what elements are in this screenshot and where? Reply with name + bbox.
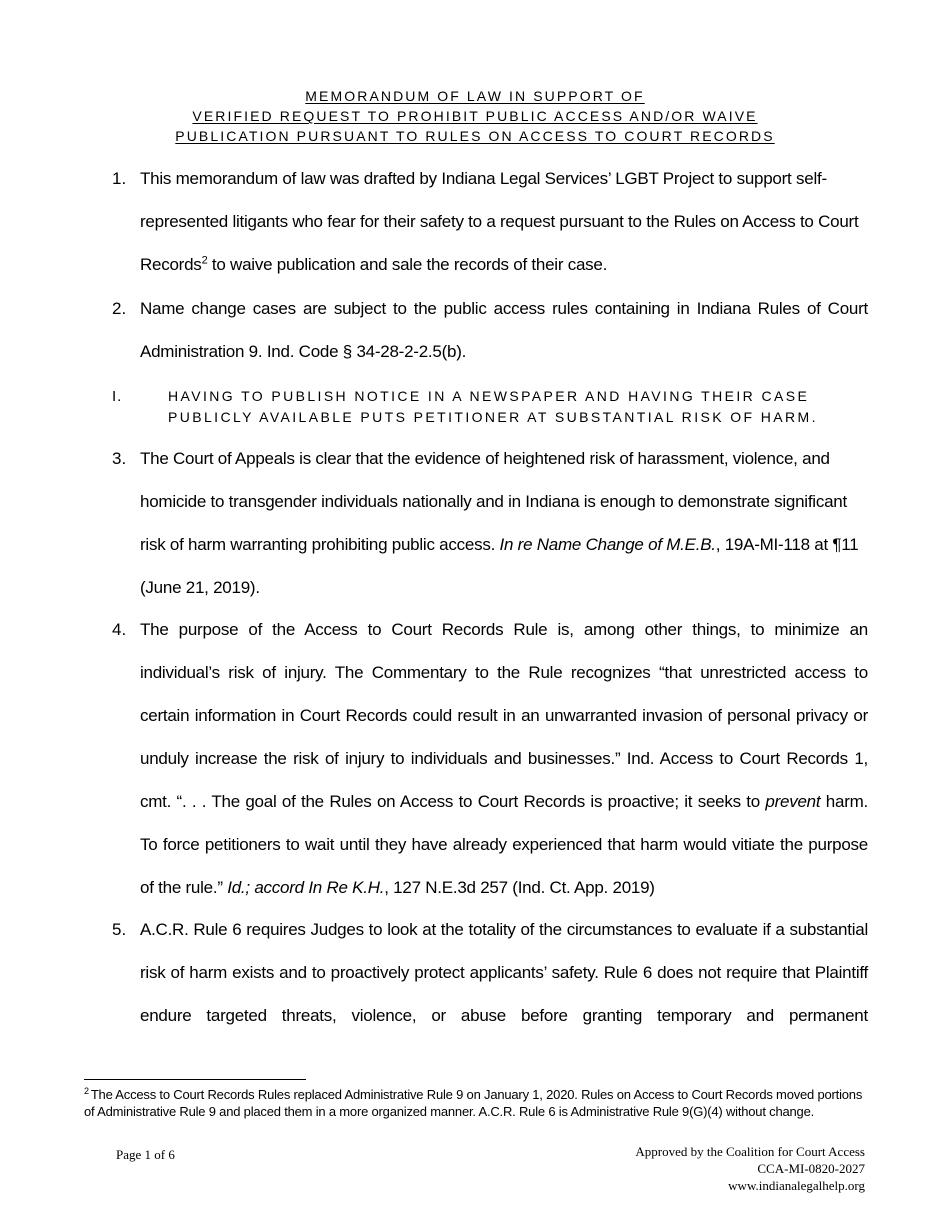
paragraph-body: A.C.R. Rule 6 requires Judges to look at the totality of the circumstances to evaluate if a substantial risk of harm exists and to proactively protect applicants’ safety. Rule 6 does not require that Plaintiff endure targeted threats, violence, or abuse before granting temporary and permanent	[140, 920, 868, 1025]
page-number: Page 1 of 6	[116, 1147, 175, 1162]
footnote-divider	[84, 1079, 306, 1080]
paragraph-2	[112, 287, 868, 373]
footnote-2	[84, 1086, 874, 1120]
website-link[interactable]: www.indianalegalhelp.org	[728, 1178, 865, 1193]
paragraph-body: Name change cases are subject to the public access rules containing in Indiana Rules of Court Administration 9. Ind. Code § 34-28-2-2.5(b).	[140, 299, 868, 361]
paragraph-text: This memorandum of law was drafted by Indiana Legal Services’ LGBT Project to support self-represented litigants who fear for their safety to a request pursuant to the Rules on Access to Court Records	[140, 169, 859, 274]
footnote-reference[interactable]: 2	[201, 254, 208, 267]
paragraph-text-middle: harm. To force petitioners to wait until they have already experienced that harm would vitiate the purpose of the rule.”	[140, 792, 868, 897]
case-citation: Id.; accord In Re K.H.	[227, 878, 385, 897]
paragraph-text: The purpose of the Access to Court Records Rule is, among other things, to minimize an individual’s risk of injury. The Commentary to the Rule recognizes “that unrestricted access to certain information in Court Records could result in an unwarranted invasion of personal privacy or unduly increase the risk of injury to individuals and businesses.” Ind. Access to Court Records 1, cmt. “. . . The goal of the Rules on Access to Court Records is proactive; it seeks to	[140, 620, 868, 811]
paragraph-number: 4.	[112, 620, 127, 639]
section-heading-text	[168, 386, 868, 428]
paragraph-text-end: to waive publication and sale the records of their case.	[207, 255, 608, 274]
section-heading-line-2: PUBLICLY AVAILABLE PUTS PETITIONER AT SUBSTANTIAL RISK OF HARM.	[168, 409, 818, 425]
section-number: I.	[112, 388, 123, 405]
paragraph-number: 3.	[112, 449, 127, 468]
paragraph-text: The Court of Appeals is clear that the evidence of heightened risk of harassment, violence, and homicide to transgender individuals nationally and in Indiana is enough to demonstrate significant risk of harm warranting prohibiting public access.	[140, 449, 847, 554]
emphasis-prevent: prevent	[765, 792, 821, 811]
section-heading-1	[112, 386, 868, 428]
paragraph-3	[112, 437, 868, 609]
approval-text: Approved by the Coalition for Court Access	[635, 1144, 865, 1159]
paragraph-4	[112, 608, 868, 909]
paragraph-text-end: , 127 N.E.3d 257 (Ind. Ct. App. 2019)	[384, 878, 655, 897]
paragraph-5	[112, 908, 868, 1037]
paragraph-1	[112, 157, 868, 286]
paragraph-body	[140, 437, 868, 609]
paragraph-body	[140, 608, 868, 909]
title-line-1: MEMORANDUM OF LAW IN SUPPORT OF	[305, 88, 645, 104]
paragraph-number: 2.	[112, 299, 127, 318]
paragraph-body	[140, 157, 868, 286]
form-id: CCA-MI-0820-2027	[757, 1161, 865, 1176]
title-line-3: PUBLICATION PURSUANT TO RULES ON ACCESS TO COURT RECORDS	[175, 128, 775, 144]
paragraph-text-end: , 19A-MI-118 at ¶11 (June 21, 2019).	[140, 535, 859, 597]
title-line-2: VERIFIED REQUEST TO PROHIBIT PUBLIC ACCESS AND/OR WAIVE	[192, 108, 758, 124]
paragraph-number: 5.	[112, 920, 127, 939]
footnote-mark: 2	[84, 1085, 89, 1096]
footnote-text: The Access to Court Records Rules replaced Administrative Rule 9 on January 1, 2020. Rules on Access to Court Records moved portions of Administrative Rule 9 and placed them in a more organized manner. A.C.R. Rule 6 is Administrative Rule 9(G)(4) without change.	[84, 1087, 863, 1119]
approval-block	[635, 1143, 865, 1194]
paragraph-number: 1.	[112, 169, 127, 188]
case-citation: In re Name Change of M.E.B.	[499, 535, 716, 554]
memorandum-title	[0, 86, 950, 146]
section-heading-line-1: HAVING TO PUBLISH NOTICE IN A NEWSPAPER AND HAVING THEIR CASE	[168, 388, 810, 404]
